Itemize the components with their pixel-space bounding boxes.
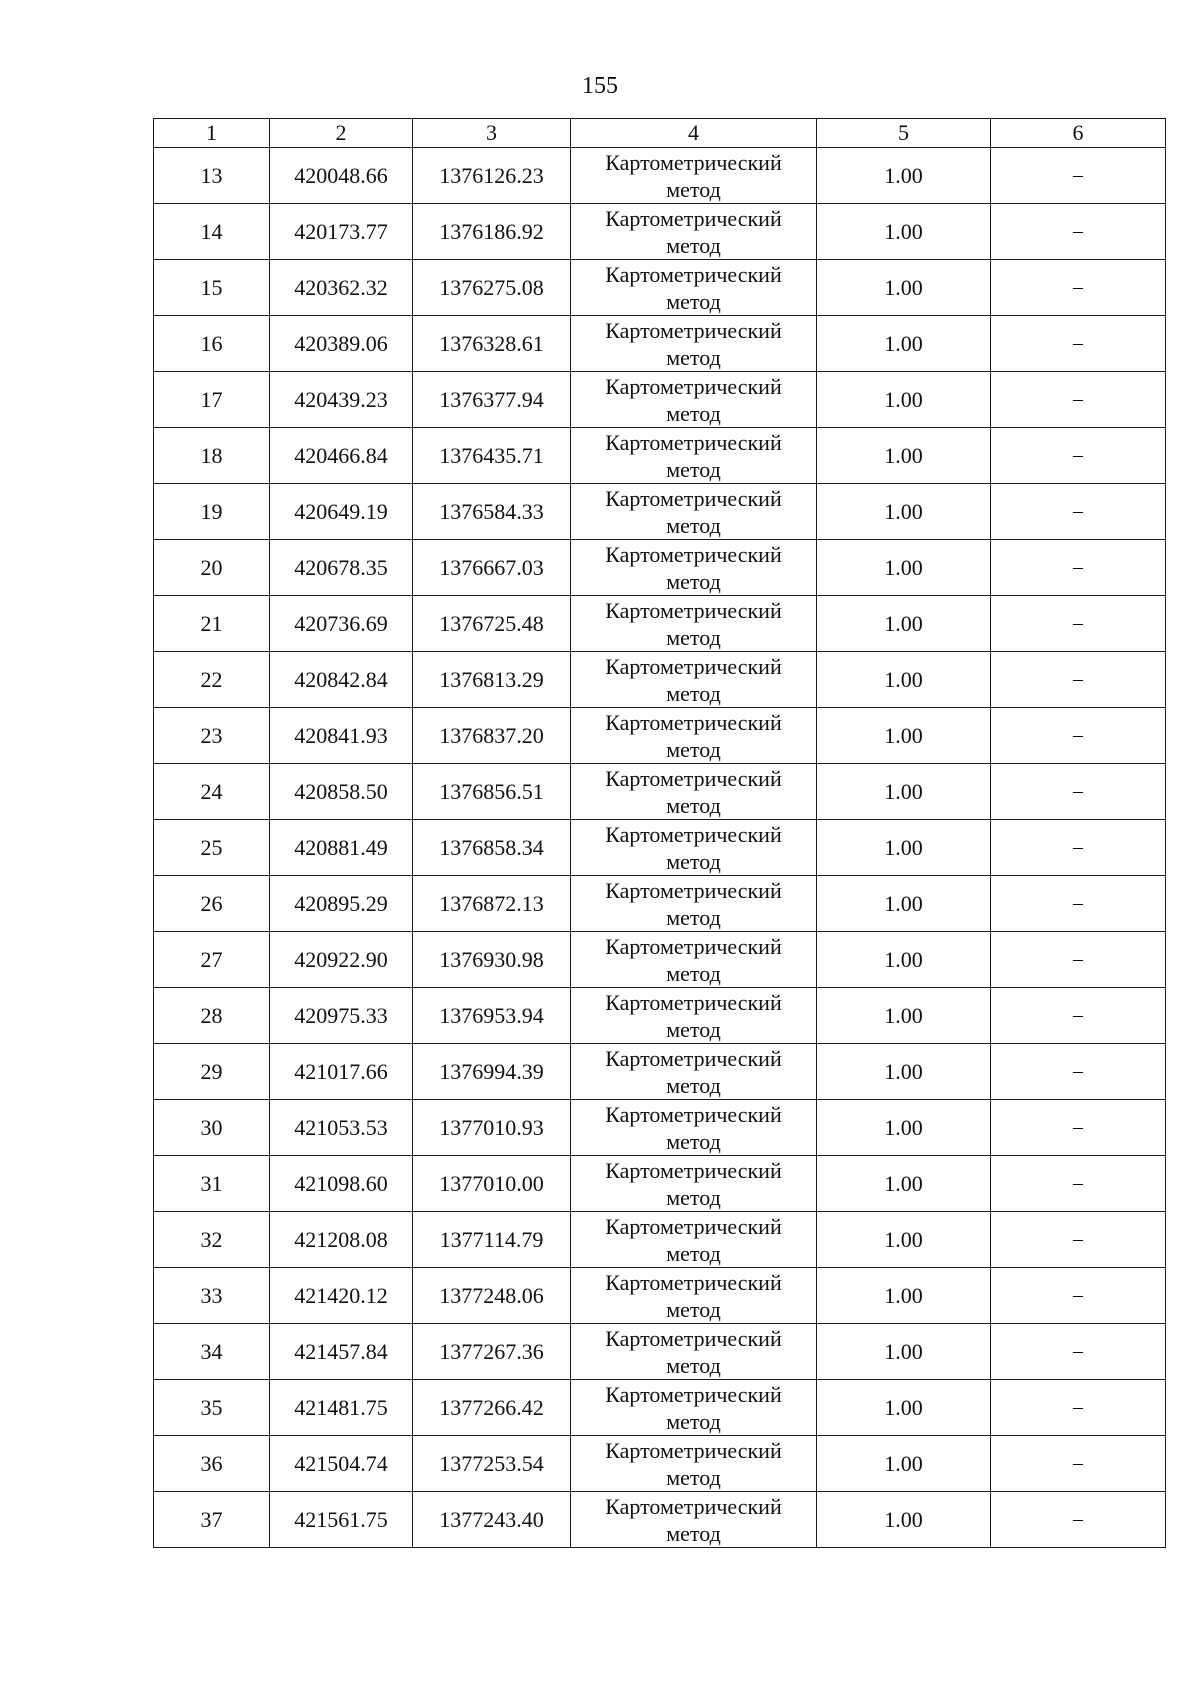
y-coordinate-cell: 1376858.34 [413, 820, 571, 876]
accuracy-cell: 1.00 [817, 372, 991, 428]
y-coordinate-cell: 1376930.98 [413, 932, 571, 988]
note-cell: – [991, 1268, 1166, 1324]
method-line-1: Картометрический [605, 821, 782, 847]
note-cell: – [991, 820, 1166, 876]
method-cell [571, 764, 817, 820]
method-line-2: метод [666, 1352, 721, 1378]
x-coordinate-cell: 420922.90 [270, 932, 413, 988]
accuracy-cell: 1.00 [817, 204, 991, 260]
method-line-2: метод [666, 176, 721, 202]
table-row [154, 428, 1166, 484]
accuracy-cell: 1.00 [817, 1044, 991, 1100]
y-coordinate-cell: 1376837.20 [413, 708, 571, 764]
x-coordinate-cell: 420881.49 [270, 820, 413, 876]
method-line-2: метод [666, 1464, 721, 1490]
note-cell: – [991, 596, 1166, 652]
table-row [154, 1268, 1166, 1324]
method-line-1: Картометрический [605, 1381, 782, 1407]
method-line-2: метод [666, 736, 721, 762]
accuracy-cell: 1.00 [817, 1268, 991, 1324]
point-number-cell: 31 [154, 1156, 270, 1212]
method-line-2: метод [666, 1240, 721, 1266]
header-row [154, 119, 1166, 148]
x-coordinate-cell: 421504.74 [270, 1436, 413, 1492]
table-row [154, 764, 1166, 820]
table-row [154, 1436, 1166, 1492]
accuracy-cell: 1.00 [817, 932, 991, 988]
table-row [154, 596, 1166, 652]
point-number-cell: 21 [154, 596, 270, 652]
x-coordinate-cell: 421053.53 [270, 1100, 413, 1156]
note-cell: – [991, 932, 1166, 988]
x-coordinate-cell: 420389.06 [270, 316, 413, 372]
point-number-cell: 34 [154, 1324, 270, 1380]
method-line-2: метод [666, 624, 721, 650]
method-line-1: Картометрический [605, 149, 782, 175]
y-coordinate-cell: 1376725.48 [413, 596, 571, 652]
y-coordinate-cell: 1377253.54 [413, 1436, 571, 1492]
note-cell: – [991, 1380, 1166, 1436]
table-body [154, 148, 1166, 1548]
method-cell [571, 260, 817, 316]
note-cell: – [991, 988, 1166, 1044]
method-cell [571, 820, 817, 876]
table-row [154, 1380, 1166, 1436]
y-coordinate-cell: 1377010.93 [413, 1100, 571, 1156]
y-coordinate-cell: 1377266.42 [413, 1380, 571, 1436]
method-cell [571, 1380, 817, 1436]
y-coordinate-cell: 1376953.94 [413, 988, 571, 1044]
x-coordinate-cell: 420841.93 [270, 708, 413, 764]
table-row [154, 148, 1166, 204]
method-cell [571, 316, 817, 372]
method-line-2: метод [666, 1184, 721, 1210]
coordinates-table [153, 118, 1166, 1548]
note-cell: – [991, 484, 1166, 540]
x-coordinate-cell: 421208.08 [270, 1212, 413, 1268]
method-line-1: Картометрический [605, 317, 782, 343]
method-line-2: метод [666, 1296, 721, 1322]
point-number-cell: 18 [154, 428, 270, 484]
method-cell [571, 708, 817, 764]
y-coordinate-cell: 1376813.29 [413, 652, 571, 708]
point-number-cell: 36 [154, 1436, 270, 1492]
method-cell [571, 372, 817, 428]
method-cell [571, 1044, 817, 1100]
method-line-1: Картометрический [605, 485, 782, 511]
table-row [154, 204, 1166, 260]
table-header [154, 119, 1166, 148]
method-line-1: Картометрический [605, 1101, 782, 1127]
accuracy-cell: 1.00 [817, 1156, 991, 1212]
x-coordinate-cell: 420439.23 [270, 372, 413, 428]
method-cell [571, 148, 817, 204]
y-coordinate-cell: 1376584.33 [413, 484, 571, 540]
method-line-2: метод [666, 680, 721, 706]
method-line-2: метод [666, 568, 721, 594]
table-row [154, 316, 1166, 372]
point-number-cell: 27 [154, 932, 270, 988]
method-line-2: метод [666, 792, 721, 818]
method-cell [571, 1268, 817, 1324]
note-cell: – [991, 1212, 1166, 1268]
table-row [154, 1156, 1166, 1212]
x-coordinate-cell: 421420.12 [270, 1268, 413, 1324]
method-line-1: Картометрический [605, 1437, 782, 1463]
method-cell [571, 596, 817, 652]
note-cell: – [991, 764, 1166, 820]
method-line-1: Картометрический [605, 989, 782, 1015]
accuracy-cell: 1.00 [817, 316, 991, 372]
note-cell: – [991, 372, 1166, 428]
method-line-1: Картометрический [605, 1325, 782, 1351]
method-line-2: метод [666, 1072, 721, 1098]
header-col-6: 6 [991, 119, 1166, 148]
y-coordinate-cell: 1377010.00 [413, 1156, 571, 1212]
method-line-1: Картометрический [605, 765, 782, 791]
method-line-1: Картометрический [605, 653, 782, 679]
y-coordinate-cell: 1376275.08 [413, 260, 571, 316]
x-coordinate-cell: 420048.66 [270, 148, 413, 204]
accuracy-cell: 1.00 [817, 1380, 991, 1436]
y-coordinate-cell: 1376994.39 [413, 1044, 571, 1100]
table-row [154, 820, 1166, 876]
method-line-1: Картометрический [605, 429, 782, 455]
accuracy-cell: 1.00 [817, 1436, 991, 1492]
note-cell: – [991, 652, 1166, 708]
method-cell [571, 1324, 817, 1380]
x-coordinate-cell: 420678.35 [270, 540, 413, 596]
header-col-2: 2 [270, 119, 413, 148]
x-coordinate-cell: 421098.60 [270, 1156, 413, 1212]
point-number-cell: 19 [154, 484, 270, 540]
note-cell: – [991, 148, 1166, 204]
y-coordinate-cell: 1376377.94 [413, 372, 571, 428]
accuracy-cell: 1.00 [817, 484, 991, 540]
accuracy-cell: 1.00 [817, 148, 991, 204]
accuracy-cell: 1.00 [817, 540, 991, 596]
method-line-2: метод [666, 400, 721, 426]
method-line-1: Картометрический [605, 373, 782, 399]
point-number-cell: 20 [154, 540, 270, 596]
table-row [154, 260, 1166, 316]
x-coordinate-cell: 420362.32 [270, 260, 413, 316]
method-cell [571, 652, 817, 708]
method-cell [571, 988, 817, 1044]
method-line-1: Картометрический [605, 597, 782, 623]
method-line-2: метод [666, 904, 721, 930]
point-number-cell: 26 [154, 876, 270, 932]
accuracy-cell: 1.00 [817, 1324, 991, 1380]
method-line-2: метод [666, 232, 721, 258]
method-cell [571, 1100, 817, 1156]
point-number-cell: 30 [154, 1100, 270, 1156]
method-line-1: Картометрический [605, 1269, 782, 1295]
y-coordinate-cell: 1376126.23 [413, 148, 571, 204]
point-number-cell: 23 [154, 708, 270, 764]
x-coordinate-cell: 420736.69 [270, 596, 413, 652]
header-col-5: 5 [817, 119, 991, 148]
note-cell: – [991, 1100, 1166, 1156]
y-coordinate-cell: 1376328.61 [413, 316, 571, 372]
method-cell [571, 484, 817, 540]
method-cell [571, 1212, 817, 1268]
table-row [154, 1492, 1166, 1548]
method-line-2: метод [666, 1520, 721, 1546]
x-coordinate-cell: 420858.50 [270, 764, 413, 820]
note-cell: – [991, 876, 1166, 932]
y-coordinate-cell: 1376186.92 [413, 204, 571, 260]
x-coordinate-cell: 420842.84 [270, 652, 413, 708]
method-cell [571, 876, 817, 932]
accuracy-cell: 1.00 [817, 428, 991, 484]
method-line-2: метод [666, 1016, 721, 1042]
note-cell: – [991, 1436, 1166, 1492]
point-number-cell: 14 [154, 204, 270, 260]
x-coordinate-cell: 421561.75 [270, 1492, 413, 1548]
note-cell: – [991, 1492, 1166, 1548]
method-line-1: Картометрический [605, 709, 782, 735]
note-cell: – [991, 260, 1166, 316]
method-cell [571, 428, 817, 484]
table-row [154, 540, 1166, 596]
method-line-2: метод [666, 512, 721, 538]
table-row [154, 876, 1166, 932]
point-number-cell: 15 [154, 260, 270, 316]
point-number-cell: 37 [154, 1492, 270, 1548]
x-coordinate-cell: 421017.66 [270, 1044, 413, 1100]
point-number-cell: 35 [154, 1380, 270, 1436]
method-line-1: Картометрический [605, 933, 782, 959]
method-line-1: Картометрический [605, 877, 782, 903]
method-line-1: Картометрический [605, 541, 782, 567]
point-number-cell: 29 [154, 1044, 270, 1100]
point-number-cell: 22 [154, 652, 270, 708]
point-number-cell: 32 [154, 1212, 270, 1268]
table-row [154, 1324, 1166, 1380]
method-cell [571, 1156, 817, 1212]
accuracy-cell: 1.00 [817, 820, 991, 876]
note-cell: – [991, 204, 1166, 260]
y-coordinate-cell: 1376872.13 [413, 876, 571, 932]
table-row [154, 652, 1166, 708]
x-coordinate-cell: 420895.29 [270, 876, 413, 932]
note-cell: – [991, 1156, 1166, 1212]
method-line-2: метод [666, 288, 721, 314]
note-cell: – [991, 540, 1166, 596]
point-number-cell: 24 [154, 764, 270, 820]
method-line-2: метод [666, 344, 721, 370]
method-line-1: Картометрический [605, 261, 782, 287]
y-coordinate-cell: 1377248.06 [413, 1268, 571, 1324]
method-line-2: метод [666, 960, 721, 986]
table-row [154, 1044, 1166, 1100]
method-line-1: Картометрический [605, 1157, 782, 1183]
note-cell: – [991, 708, 1166, 764]
method-line-2: метод [666, 456, 721, 482]
header-col-3: 3 [413, 119, 571, 148]
accuracy-cell: 1.00 [817, 988, 991, 1044]
x-coordinate-cell: 420466.84 [270, 428, 413, 484]
accuracy-cell: 1.00 [817, 876, 991, 932]
table-row [154, 988, 1166, 1044]
point-number-cell: 16 [154, 316, 270, 372]
accuracy-cell: 1.00 [817, 652, 991, 708]
method-line-2: метод [666, 1128, 721, 1154]
x-coordinate-cell: 421457.84 [270, 1324, 413, 1380]
accuracy-cell: 1.00 [817, 764, 991, 820]
y-coordinate-cell: 1376856.51 [413, 764, 571, 820]
point-number-cell: 33 [154, 1268, 270, 1324]
accuracy-cell: 1.00 [817, 1492, 991, 1548]
table-row [154, 708, 1166, 764]
x-coordinate-cell: 421481.75 [270, 1380, 413, 1436]
table-row [154, 1100, 1166, 1156]
note-cell: – [991, 316, 1166, 372]
note-cell: – [991, 1324, 1166, 1380]
method-line-1: Картометрический [605, 205, 782, 231]
point-number-cell: 17 [154, 372, 270, 428]
header-col-1: 1 [154, 119, 270, 148]
table-row [154, 932, 1166, 988]
method-cell [571, 1492, 817, 1548]
method-cell [571, 1436, 817, 1492]
accuracy-cell: 1.00 [817, 1100, 991, 1156]
table-row [154, 372, 1166, 428]
y-coordinate-cell: 1376667.03 [413, 540, 571, 596]
point-number-cell: 13 [154, 148, 270, 204]
x-coordinate-cell: 420649.19 [270, 484, 413, 540]
y-coordinate-cell: 1376435.71 [413, 428, 571, 484]
y-coordinate-cell: 1377267.36 [413, 1324, 571, 1380]
y-coordinate-cell: 1377243.40 [413, 1492, 571, 1548]
point-number-cell: 28 [154, 988, 270, 1044]
table-row [154, 1212, 1166, 1268]
method-line-2: метод [666, 1408, 721, 1434]
method-line-1: Картометрический [605, 1213, 782, 1239]
method-cell [571, 540, 817, 596]
method-line-1: Картометрический [605, 1045, 782, 1071]
accuracy-cell: 1.00 [817, 260, 991, 316]
header-col-4: 4 [571, 119, 817, 148]
y-coordinate-cell: 1377114.79 [413, 1212, 571, 1268]
note-cell: – [991, 428, 1166, 484]
page-number: 155 [582, 73, 618, 99]
accuracy-cell: 1.00 [817, 596, 991, 652]
accuracy-cell: 1.00 [817, 708, 991, 764]
note-cell: – [991, 1044, 1166, 1100]
x-coordinate-cell: 420975.33 [270, 988, 413, 1044]
method-cell [571, 932, 817, 988]
method-cell [571, 204, 817, 260]
point-number-cell: 25 [154, 820, 270, 876]
method-line-1: Картометрический [605, 1493, 782, 1519]
accuracy-cell: 1.00 [817, 1212, 991, 1268]
method-line-2: метод [666, 848, 721, 874]
x-coordinate-cell: 420173.77 [270, 204, 413, 260]
table-row [154, 484, 1166, 540]
